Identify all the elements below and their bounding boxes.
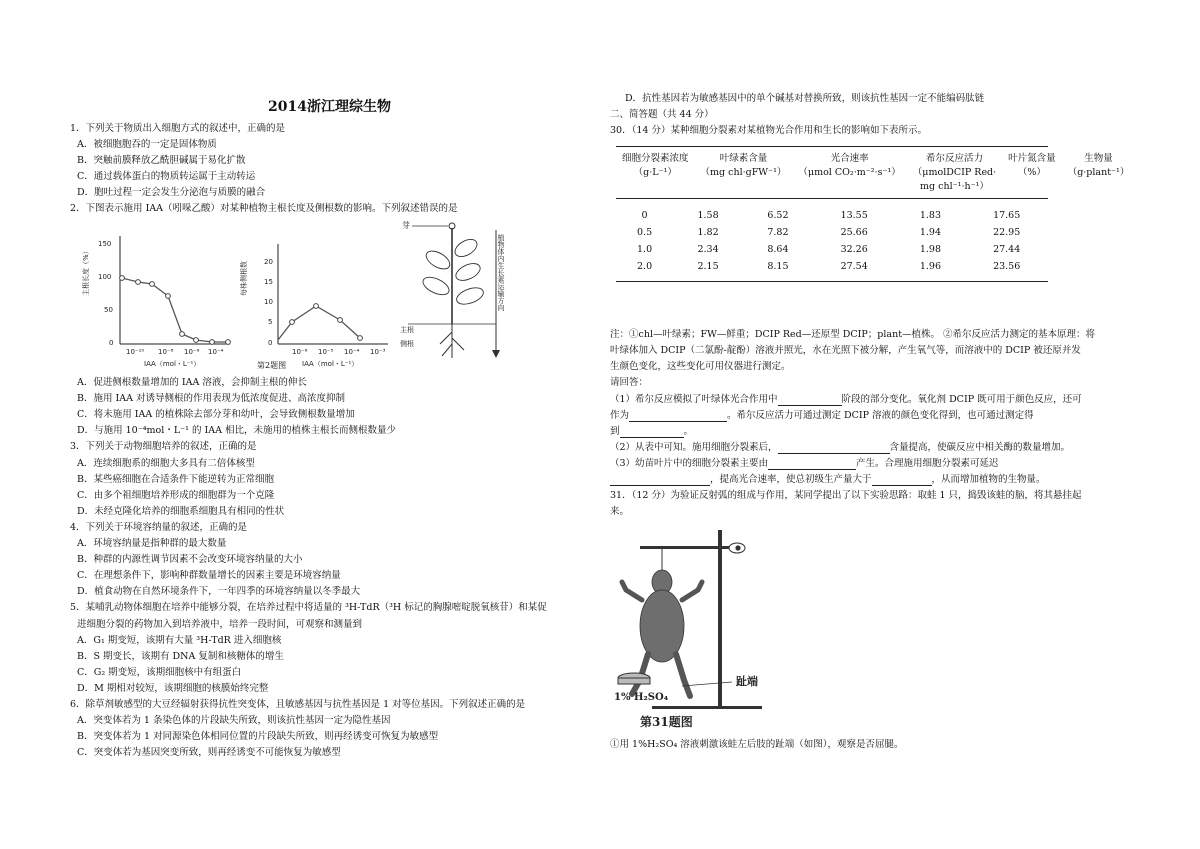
q31-step1: ①用 1%H₂SO₄ 溶液刺激该蛙左后肢的趾端（如图），观察是否屈腿。	[610, 739, 904, 750]
q5: 5．某哺乳动物体细胞在培养中能够分裂，在培养过程中将适量的 ³H-TdR（³H 标记的胸腺嘧啶脱氧核苷）和某促	[70, 602, 547, 614]
q6-a: A．突变体若为 1 条染色体的片段缺失所致，则该抗性基因一定为隐性基因	[77, 715, 391, 727]
q5-a: A．G₁ 期变短，该期有大量 ³H-TdR 进入细胞核	[77, 634, 282, 646]
table-cell: 1.83	[919, 210, 941, 221]
q4: 4．下列关于环境容纳量的叙述，正确的是	[70, 521, 248, 533]
q5-b: B．S 期变长，该期有 DNA 复制和核糖体的增生	[77, 650, 284, 662]
table-row	[616, 241, 1048, 258]
lateral-root-count-chart	[240, 226, 390, 372]
answer-blank[interactable]	[778, 395, 842, 406]
figure-2-caption: 第2题图	[257, 361, 287, 370]
table-cell: 6.52	[767, 210, 789, 221]
section-2: 二、简答题（共 44 分）	[610, 109, 714, 120]
table-cell: 25.66	[840, 227, 868, 238]
chart1-y-label: 主根长度（%）	[82, 247, 90, 296]
note1: 注：①chl—叶绿素；FW—鲜重；DCIP Red—还原型 DCIP；plant—植株。 ②希尔反应活力测定的基本原理：将	[610, 329, 1096, 340]
q3-b: B．某些癌细胞在合适条件下能逆转为正常细胞	[77, 473, 274, 485]
note2: 叶绿体加入 DCIP（二氯酚-靛酚）溶液并照光，水在光照下被分解，产生氧气等，而溶液中的 DCIP 被还原并发	[610, 345, 1081, 356]
q2: 2．下图表示施用 IAA（吲哚乙酸）对某种植物主根长度及侧根数的影响。下列叙述错误的是	[70, 203, 458, 214]
table-cell: 1.94	[919, 227, 941, 238]
x-tick: 10⁻⁴	[344, 348, 360, 356]
table-row	[616, 207, 1048, 224]
table-header: 细胞分裂素浓度 （g·L⁻¹）	[622, 153, 689, 178]
chart1-x-ticks	[126, 348, 224, 356]
x-tick: 10⁻⁵	[318, 348, 334, 356]
q4-d: D．植食动物在自然环境条件下，一年四季的环境容纳量以冬季最大	[77, 586, 361, 598]
q30-part1-line2: 作为 。希尔反应活力可通过测定 DCIP 溶液的颜色变化得到，也可通过测定得	[610, 410, 1034, 421]
table-cell: 7.82	[767, 227, 789, 238]
acid-label: 1% H₂SO₄	[614, 692, 669, 703]
q3: 3．下列关于动物细胞培养的叙述，正确的是	[70, 441, 257, 453]
q31-stem-line2: 来。	[610, 506, 630, 517]
q1-d: D．胞吐过程一定会发生分泌泡与质膜的融合	[77, 187, 266, 198]
q6: 6．除草剂敏感型的大豆经辐射获得抗性突变体，且敏感基因与抗性基因是 1 对等位基因。下列叙述正确的是	[70, 699, 526, 710]
table-cell: 2.34	[697, 244, 719, 255]
table-cell: 0	[641, 210, 648, 221]
q30-part1-line3: 到 。	[610, 426, 694, 437]
lateral-root-label: 侧根	[400, 340, 414, 348]
table-cell: 27.44	[993, 244, 1021, 255]
q30: 30．（14 分）某种细胞分裂素对某植物光合作用和生长的影响如下表所示。	[610, 125, 927, 136]
q3-c: C．由多个祖细胞培养形成的细胞群为一个克隆	[77, 489, 275, 501]
answer-blank[interactable]	[610, 475, 710, 486]
x-tick: 10⁻³	[370, 348, 386, 356]
chart2-x-label: IAA（mol・L⁻¹）	[302, 360, 359, 368]
x-tick: 10⁻⁶	[292, 348, 308, 356]
y-tick: 50	[104, 306, 113, 314]
transport-direction-label: 植物体内生长素运输方向	[497, 234, 505, 311]
y-tick: 5	[268, 318, 273, 326]
q2-d: D．与施用 10⁻⁴mol・L⁻¹ 的 IAA 相比，未施用的植株主根长而侧根数量少	[77, 425, 396, 437]
q4-b: B．种群的内源性调节因素不会改变环境容纳量的大小	[77, 554, 303, 566]
table-cell: 22.95	[993, 227, 1021, 238]
q31-stem-line1: 31．（12 分）为验证反射弧的组成与作用，某同学提出了以下实验思路：取蛙 1 只，捣毁该蛙的脑，将其悬挂起	[610, 490, 1082, 501]
y-tick: 0	[268, 339, 273, 347]
question-2-figure	[82, 221, 512, 372]
q2-b: B．施用 IAA 对诱导侧根的作用表现为低浓度促进、高浓度抑制	[77, 393, 345, 405]
q2-a: A．促进侧根数量增加的 IAA 溶液，会抑制主根的伸长	[77, 377, 307, 388]
table-cell: 23.56	[993, 261, 1021, 272]
cytokinin-table	[616, 146, 1130, 282]
answer-blank[interactable]	[778, 443, 890, 454]
table-header: 光合速率 （μmol CO₂·m⁻²·s⁻¹）	[798, 153, 901, 178]
table-cell: 17.65	[993, 210, 1021, 221]
table-cell: 32.26	[840, 244, 868, 255]
bud-label: 芽	[402, 221, 410, 230]
ask: 请回答：	[610, 377, 649, 388]
table-cell: 2.15	[697, 261, 719, 272]
chart2-y-label: 每株侧根数	[240, 261, 248, 296]
q4-c: C．在理想条件下，影响种群数量增长的因素主要是环境容纳量	[77, 570, 341, 582]
y-tick: 10	[264, 298, 273, 306]
table-cell: 13.55	[840, 210, 868, 221]
q1-a: A．被细胞胞吞的一定是固体物质	[77, 139, 217, 150]
q6-d: D．抗性基因若为敏感基因中的单个碱基对替换所致，则该抗性基因一定不能编码肽链	[625, 93, 985, 104]
x-tick: 10⁻⁸	[158, 348, 174, 356]
chart1-y-ticks	[98, 240, 113, 347]
q6-c: C．突变体若为基因突变所致，则再经诱变不可能恢复为敏感型	[77, 747, 341, 759]
q30-part1-line1: （1）希尔反应模拟了叶绿体光合作用中 阶段的部分变化。氧化剂 DCIP 既可用于颜色反应，还可	[610, 394, 1082, 405]
table-cell: 1.98	[919, 244, 941, 255]
paper-title: 2014浙江理综生物	[268, 99, 391, 115]
q30-part3-line1: （3）幼苗叶片中的细胞分裂素主要由 产生。合理施用细胞分裂素可延迟	[610, 458, 999, 469]
y-tick: 100	[98, 273, 112, 281]
table-cell: 2.0	[637, 261, 653, 272]
y-tick: 0	[109, 339, 114, 347]
q1-b: B．突触前膜释放乙酰胆碱属于易化扩散	[77, 155, 246, 166]
table-cell: 8.15	[767, 261, 789, 272]
answer-blank[interactable]	[872, 475, 932, 486]
table-cell: 1.0	[637, 244, 653, 255]
y-tick: 15	[264, 278, 273, 286]
main-root-length-chart	[82, 226, 232, 372]
answer-blank[interactable]	[620, 427, 684, 438]
x-tick: 10⁻⁴	[208, 348, 224, 356]
q30-part2: （2）从表中可知。施用细胞分裂素后， 含量提高，使碳反应中相关酶的数量增加。	[610, 442, 1071, 453]
x-tick: 10⁻¹⁰	[126, 348, 145, 356]
q3-d: D．未经克隆化培养的细胞系细胞具有相同的性状	[77, 505, 285, 517]
table-row	[616, 258, 1048, 275]
q5-cont: 进细胞分裂的药物加入到培养液中，培养一段时间，可观察和测量到	[77, 618, 363, 630]
q2-c: C．将未施用 IAA 的植株除去部分芽和幼叶，会导致侧根数量增加	[77, 409, 355, 421]
table-header-row	[616, 147, 1135, 192]
frog-reflex-figure	[612, 530, 792, 730]
toe-label: 趾端	[736, 675, 758, 688]
q6-b: B．突变体若为 1 对同源染色体相同位置的片段缺失所致，则再经诱变可恢复为敏感型	[77, 731, 439, 743]
table-row	[616, 224, 1048, 241]
y-tick: 20	[264, 258, 273, 266]
table-cell: 8.64	[767, 244, 789, 255]
table-header: 希尔反应活力 （μmolDCIP Red· mg chl⁻¹·h⁻¹）	[912, 153, 997, 192]
table-header: 生物量 （g·plant⁻¹）	[1067, 153, 1130, 178]
table-cell: 1.82	[697, 227, 719, 238]
answer-blank[interactable]	[629, 411, 727, 422]
x-tick: 10⁻⁶	[184, 348, 200, 356]
q30-part3-line2: ，提高光合速率，使总初级生产量大于 ，从而增加植物的生物量。	[610, 473, 1046, 486]
table-cell: 1.96	[919, 261, 941, 272]
q1-c: C．通过载体蛋白的物质转运属于主动转运	[77, 171, 256, 182]
note3: 生颜色变化，这些变化可用仪器进行测定。	[610, 361, 791, 372]
main-root-label: 主根	[400, 326, 414, 334]
q4-a: A．环境容纳量是指种群的最大数量	[77, 538, 227, 549]
figure-31-caption: 第31题图	[640, 715, 693, 729]
q5-d: D．M 期相对较短，该期细胞的核膜始终完整	[77, 682, 269, 694]
table-header: 叶片氮含量 （%）	[1008, 153, 1056, 178]
table-cell: 0.5	[637, 227, 653, 238]
y-tick: 150	[98, 240, 112, 248]
table-cell: 27.54	[840, 261, 868, 272]
q1: 1．下列关于物质出入细胞方式的叙述中，正确的是	[70, 123, 286, 134]
q3-a: A．连续细胞系的细胞大多具有二倍体核型	[77, 457, 255, 469]
answer-blank[interactable]	[768, 459, 856, 470]
chart1-x-label: IAA（mol・L⁻¹）	[144, 360, 201, 368]
table-cell: 1.58	[697, 210, 719, 221]
plant-diagram	[400, 220, 512, 366]
q5-c: C．G₂ 期变短，该期细胞核中有组蛋白	[77, 666, 242, 678]
table-header: 叶绿素含量 （mg chl·gFW⁻¹）	[700, 153, 787, 178]
